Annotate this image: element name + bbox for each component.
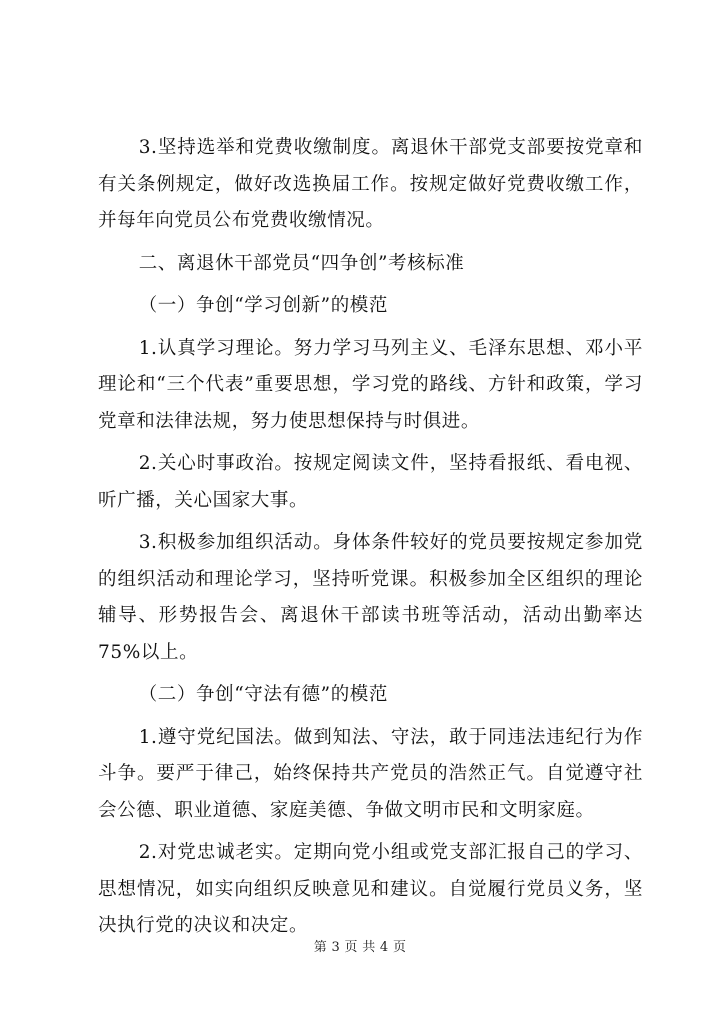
section-heading-assessment-standards: 二、离退休干部党员“四争创”考核标准 [138,252,465,274]
paragraph-loyalty: 2.对党忠诚老实。定期向党小组或党支部汇报自己的学习、思想情况，如实向组织反映意见和建议。自觉履行党员义务，坚决执行党的决议和决定。 [98,842,643,936]
paragraph-obey-law: 1.遵守党纪国法。做到知法、守法，敢于同违法违纪行为作斗争。要严于律己，始终保持共产党员的浩然正气。自觉遵守社会公德、职业道德、家庭美德、争做文明市民和文明家庭。 [98,726,643,821]
paragraph-election-and-dues: 3.坚持选举和党费收缴制度。离退休干部党支部要按党章和有关条例规定，做好改选换届工作。按规定做好党费收缴工作，并每年向党员公布党费收缴情况。 [98,137,643,231]
paragraph-organization-activities: 3.积极参加组织活动。身体条件较好的党员要按规定参加党的组织活动和理论学习，坚持听党课。积极参加全区组织的理论辅导、形势报告会、离退休干部读书班等活动，活动出勤率达 75%以上。 [98,532,643,663]
paragraph-study-theory: 1.认真学习理论。努力学习马列主义、毛泽东思想、邓小平理论和“三个代表”重要思想，学习党的路线、方针和政策，学习党章和法律法规，努力使思想保持与时俱进。 [98,337,643,432]
page-footer: 第 3 页 共 4 页 [313,940,407,955]
subsection-heading-law-and-virtue: （二）争创“守法有德”的模范 [138,684,389,705]
document-body [98,130,643,951]
subsection-heading-learning-innovation: （一）争创“学习创新”的模范 [138,295,389,316]
paragraph-current-affairs: 2.关心时事政治。按规定阅读文件，坚持看报纸、看电视、听广播，关心国家大事。 [98,453,643,511]
